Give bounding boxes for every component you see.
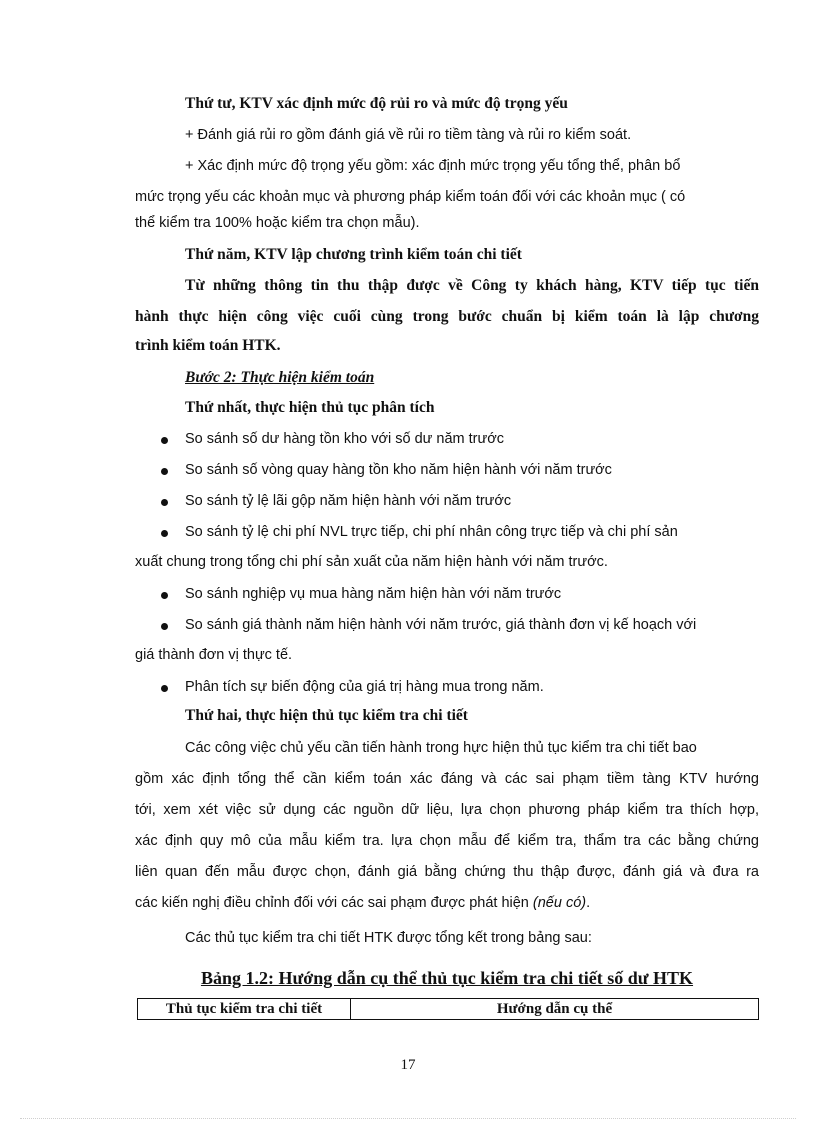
text-line: Từ những thông tin thu thập được về Công ty khách hàng, KTV tiếp tục tiến xyxy=(185,277,759,294)
heading-fifth: Thứ năm, KTV lập chương trình kiểm toán chi tiết xyxy=(185,246,522,263)
table-title xyxy=(135,966,759,990)
list-item: Phân tích sự biến động của giá trị hàng mua trong năm. xyxy=(185,679,544,695)
list-item: So sánh số vòng quay hàng tồn kho năm hiện hành với năm trước xyxy=(185,462,612,478)
bullet-dot xyxy=(161,468,168,475)
page-number: 17 xyxy=(400,1057,416,1073)
guide-table xyxy=(137,998,759,1020)
text-line: hành thực hiện công việc cuối cùng trong bước chuẩn bị kiểm toán là lập chương xyxy=(135,308,759,325)
bullet-dot xyxy=(161,685,168,692)
bullet-dot xyxy=(161,592,168,599)
bullet-dot xyxy=(161,499,168,506)
bullet-dot xyxy=(161,437,168,444)
text-line: + Xác định mức độ trọng yếu gồm: xác định mức trọng yếu tổng thể, phân bổ xyxy=(185,158,681,174)
text-span: các kiến nghị điều chỉnh đối với các sai phạm được phát hiện xyxy=(135,895,529,911)
text-line: Các thủ tục kiểm tra chi tiết HTK được tổng kết trong bảng sau: xyxy=(185,930,592,946)
text-line: gồm xác định tổng thể cần kiểm toán xác đáng và các sai phạm tiềm tàng KTV hướng xyxy=(135,771,759,787)
list-item: So sánh tỷ lệ lãi gộp năm hiện hành với năm trước xyxy=(185,493,512,509)
text-line-with-note: các kiến nghị điều chỉnh đối với các sai phạm được phát hiện (nếu có). xyxy=(135,895,591,911)
list-item-continuation: giá thành đơn vị thực tế. xyxy=(135,647,293,663)
table-header-cell: Thủ tục kiểm tra chi tiết xyxy=(138,999,351,1020)
text-line: thể kiểm tra 100% hoặc kiểm tra chọn mẫu). xyxy=(135,215,420,231)
list-item: So sánh số dư hàng tồn kho với số dư năm trước xyxy=(185,431,504,447)
table-header-cell: Hướng dẫn cụ thể xyxy=(351,999,759,1020)
text-line: xác định quy mô của mẫu kiểm tra. lựa chọn mẫu để kiểm tra, thẩm tra các bằng chứng xyxy=(135,833,759,849)
step-2-label: Bước 2: Thực hiện kiểm toán xyxy=(185,369,375,386)
text-line: trình kiểm toán HTK. xyxy=(135,337,281,354)
step-2-heading xyxy=(185,368,759,388)
heading-first: Thứ nhất, thực hiện thủ tục phân tích xyxy=(185,399,435,416)
list-item: So sánh tỷ lệ chi phí NVL trực tiếp, chi phí nhân công trực tiếp và chi phí sản xyxy=(185,524,678,540)
text-line: tới, xem xét việc sử dụng các nguồn dữ liệu, lựa chọn phương pháp kiểm tra thích hợp, xyxy=(135,802,759,818)
heading-fourth: Thứ tư, KTV xác định mức độ rủi ro và mức độ trọng yếu xyxy=(185,95,568,112)
list-item: So sánh giá thành năm hiện hành với năm trước, giá thành đơn vị kế hoạch với xyxy=(185,617,697,633)
note-italic: (nếu có) xyxy=(532,895,587,911)
list-item: So sánh nghiệp vụ mua hàng năm hiện hàn với năm trước xyxy=(185,586,562,602)
bullet-dot xyxy=(161,530,168,537)
text-line: Các công việc chủ yếu cần tiến hành trong hực hiện thủ tục kiểm tra chi tiết bao xyxy=(185,740,697,756)
table-title-text: Bảng 1.2: Hướng dẫn cụ thể thủ tục kiểm tra chi tiết số dư HTK xyxy=(200,968,694,988)
text-line: + Đánh giá rủi ro gồm đánh giá về rủi ro tiềm tàng và rủi ro kiểm soát. xyxy=(185,127,632,143)
page-bottom-divider xyxy=(20,1118,796,1119)
bullet-dot xyxy=(161,623,168,630)
table-header-row xyxy=(138,999,759,1020)
text-line: liên quan đến mẫu được chọn, đánh giá bằng chứng thu thập được, đánh giá và đưa ra xyxy=(135,864,759,880)
heading-second: Thứ hai, thực hiện thủ tục kiểm tra chi tiết xyxy=(185,707,468,724)
text-line: mức trọng yếu các khoản mục và phương pháp kiểm toán đối với các khoản mục ( có xyxy=(135,189,686,205)
list-item-continuation: xuất chung trong tổng chi phí sản xuất của năm hiện hành với năm trước. xyxy=(135,554,608,570)
